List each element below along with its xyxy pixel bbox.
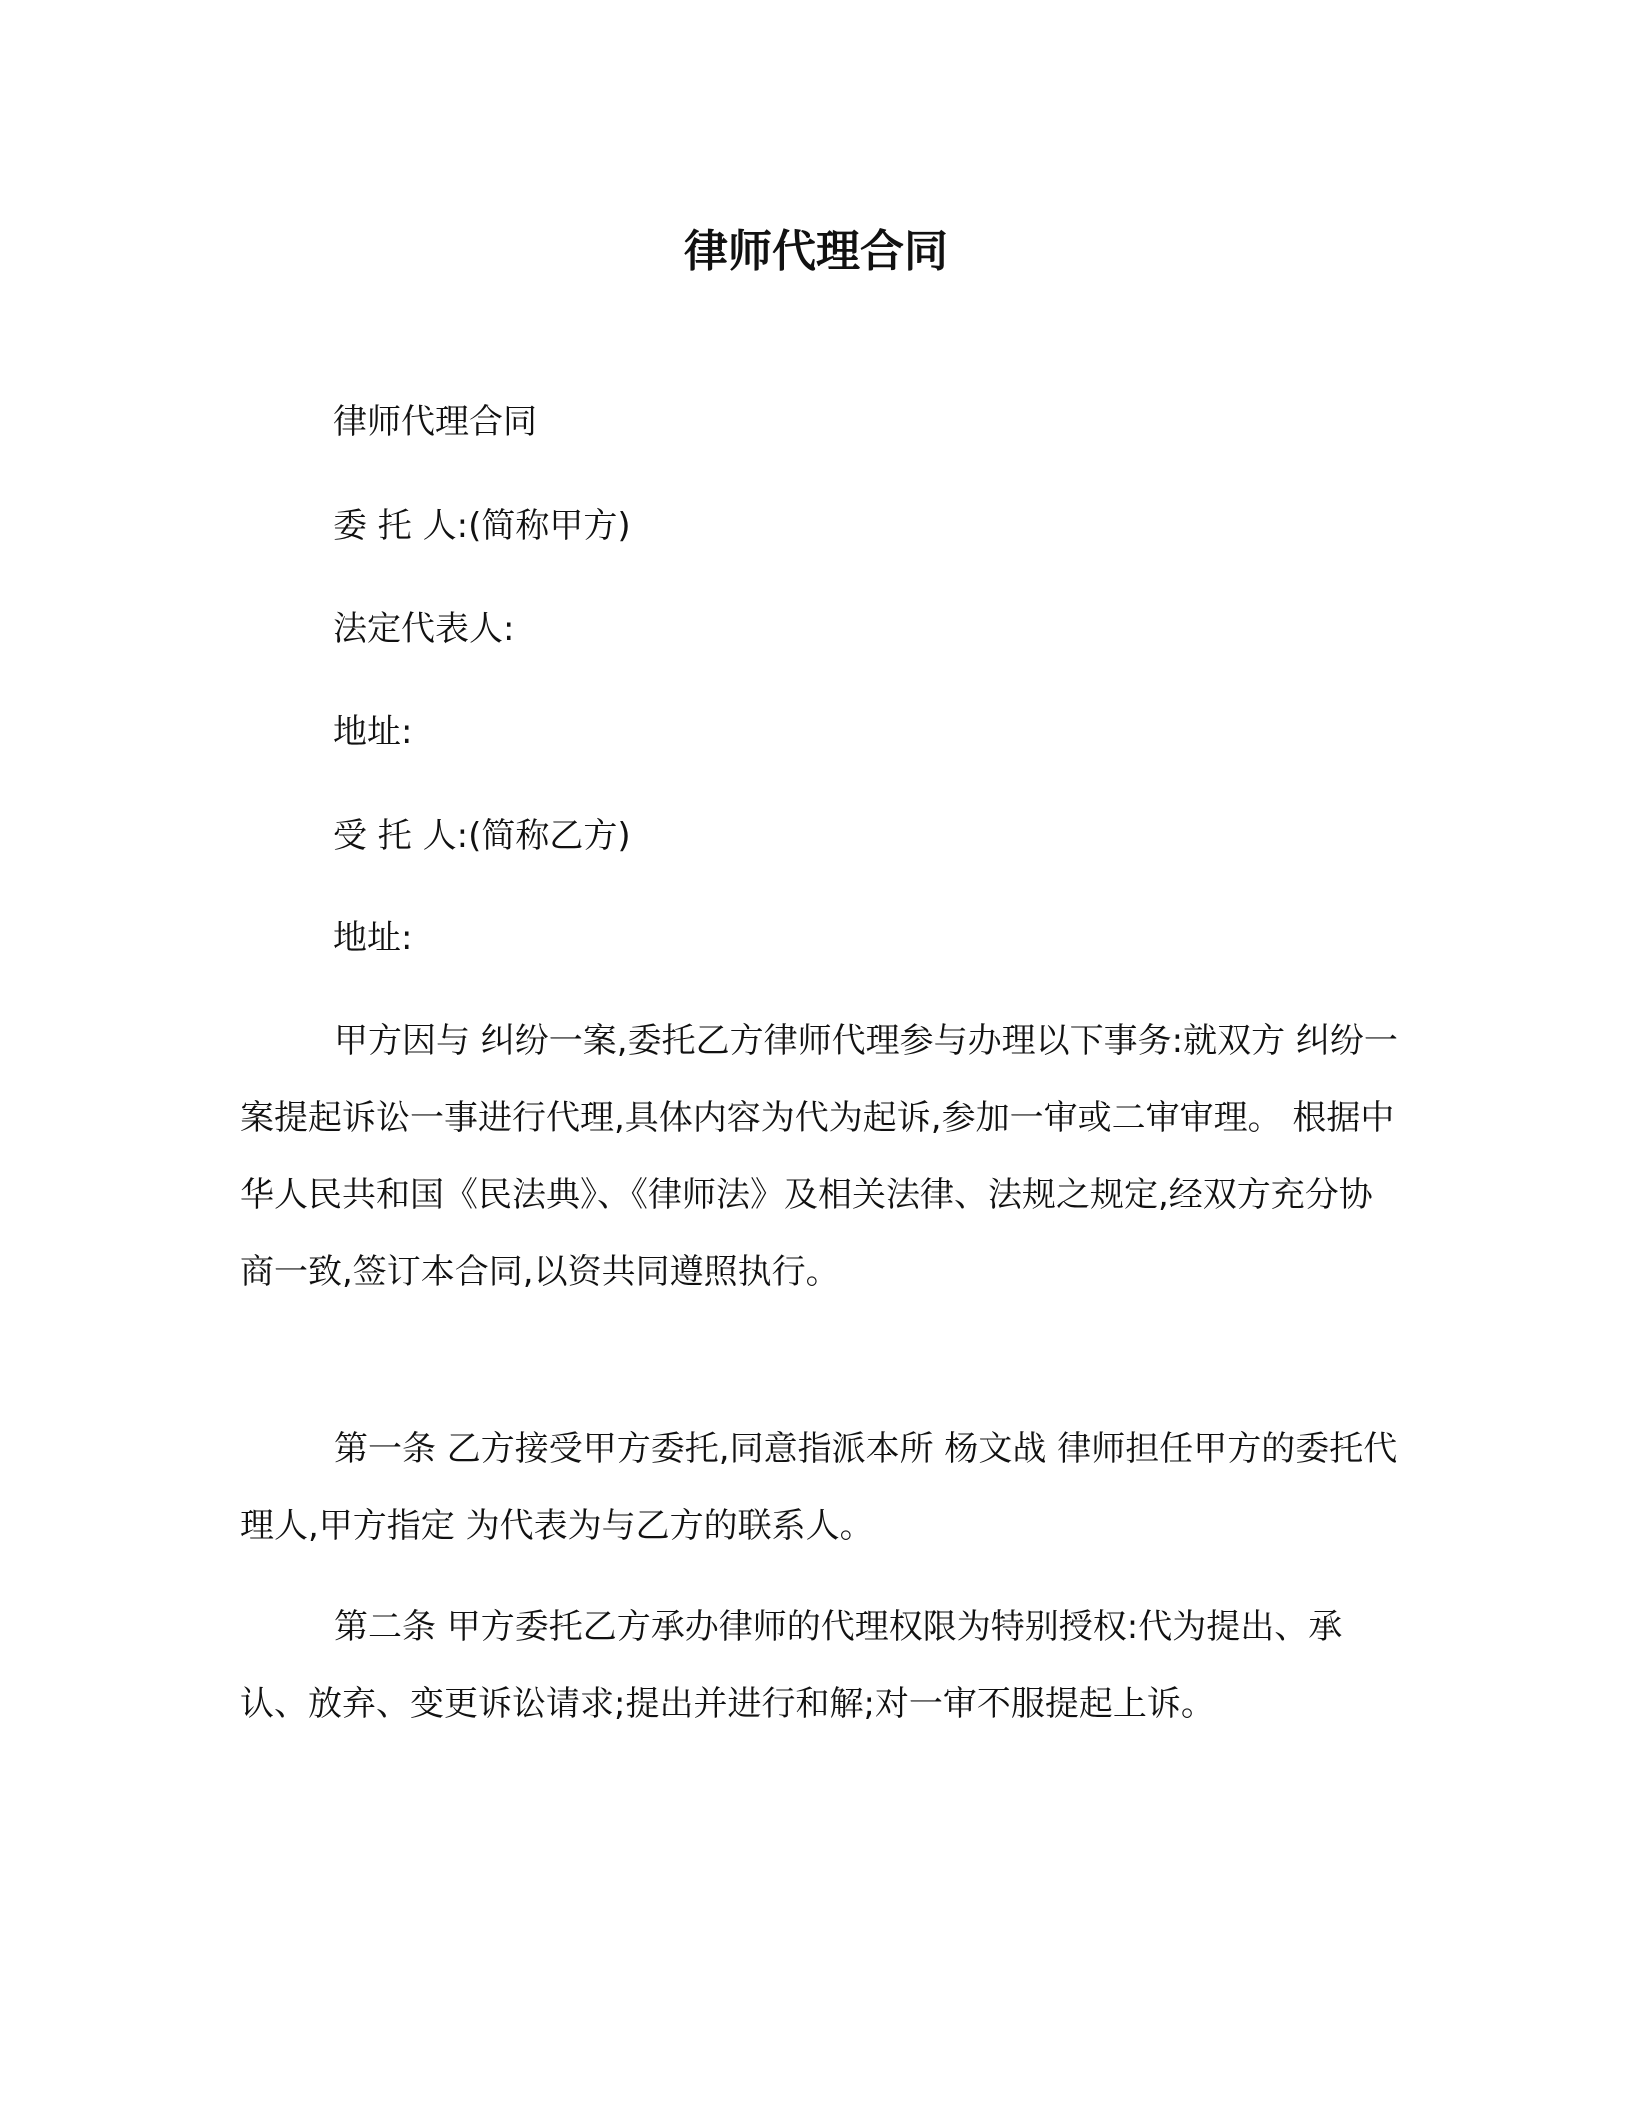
document-title: 律师代理合同 [684, 226, 948, 277]
agent-address-line: 地址: [333, 918, 413, 958]
article-two-paragraph: 第二条 甲方委托乙方承办律师的代理权限为特别授权:代为提出、承认、放弃、变更诉讼请求;提出并进行和解;对一审不服提起上诉。 [240, 1607, 1343, 1724]
legal-representative-line: 法定代表人: [333, 609, 515, 649]
intro-paragraph: 甲方因与 纠纷一案,委托乙方律师代理参与办理以下事务:就双方 纠纷一案提起诉讼一事进行代理,具体内容为代为起诉,参加一审或二审审理。 根据中华人民共和国《民法典》、《律师法》及相关法律、法规之规定,经双方充分协商一致,签订本合同,以资共同遵照执行。 [240, 1021, 1398, 1292]
client-address-line: 地址: [333, 712, 413, 752]
client-line: 委 托 人:(简称甲方) [333, 506, 631, 546]
article-one-paragraph: 第一条 乙方接受甲方委托,同意指派本所 杨文战 律师担任甲方的委托代理人,甲方指定 为代表为与乙方的联系人。 [240, 1429, 1398, 1546]
agent-line: 受 托 人:(简称乙方) [333, 816, 631, 856]
subtitle-line: 律师代理合同 [333, 402, 537, 442]
